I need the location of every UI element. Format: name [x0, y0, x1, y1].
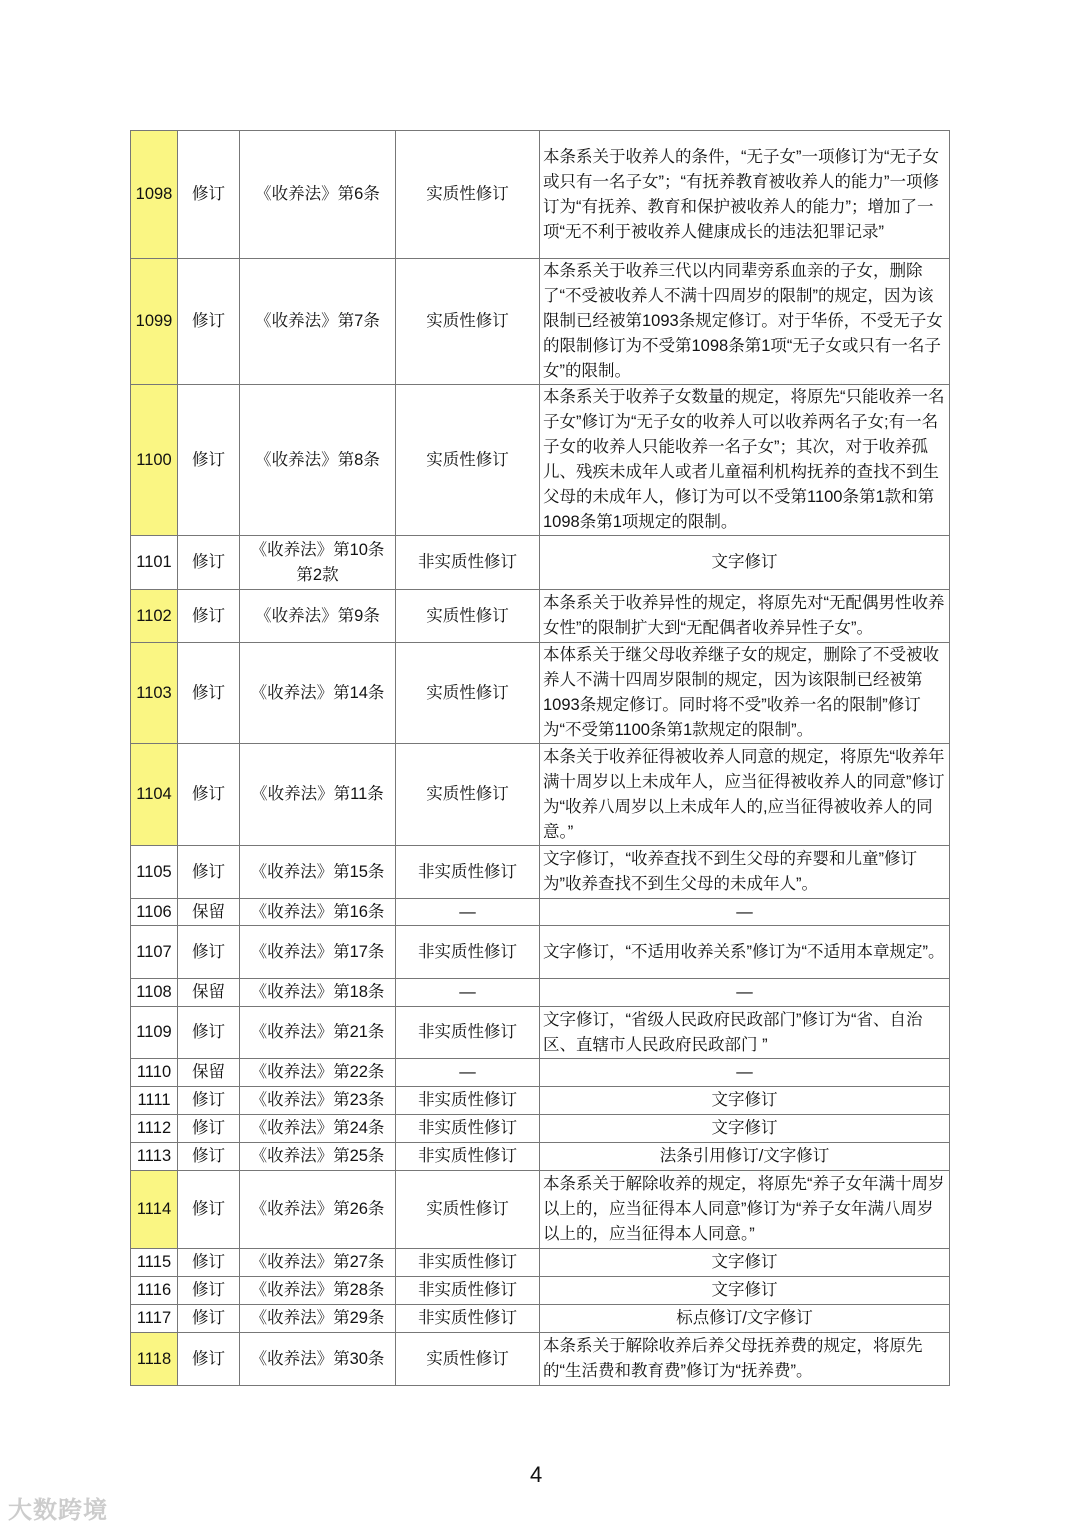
- source-cell: 《收养法》第6条: [240, 131, 396, 259]
- description-cell: 本条系关于解除收养后养父母抚养费的规定，将原先的“生活费和教育费”修订为“抚养费”。: [540, 1333, 950, 1386]
- action-cell: 修订: [178, 846, 240, 899]
- action-cell: 修订: [178, 590, 240, 643]
- action-cell: 修订: [178, 1277, 240, 1305]
- revision-type-cell: 非实质性修订: [396, 1007, 540, 1059]
- table-row: [131, 926, 950, 979]
- revision-type-cell: —: [396, 979, 540, 1007]
- table-row: [131, 1305, 950, 1333]
- action-cell: 修订: [178, 1333, 240, 1386]
- article-number: 1113: [131, 1143, 178, 1171]
- article-number: 1098: [131, 131, 178, 259]
- source-cell: 《收养法》第14条: [240, 643, 396, 744]
- description-cell: 文字修订，“不适用收养关系”修订为“不适用本章规定”。: [540, 926, 950, 979]
- revision-type-cell: 非实质性修订: [396, 926, 540, 979]
- table-row: [131, 899, 950, 926]
- revision-type-cell: 非实质性修订: [396, 846, 540, 899]
- source-cell: 《收养法》第15条: [240, 846, 396, 899]
- article-number: 1102: [131, 590, 178, 643]
- table-row: [131, 1087, 950, 1115]
- table-row: [131, 1115, 950, 1143]
- article-number: 1110: [131, 1059, 178, 1087]
- article-number: 1111: [131, 1087, 178, 1115]
- action-cell: 修订: [178, 1143, 240, 1171]
- source-cell: 《收养法》第29条: [240, 1305, 396, 1333]
- source-cell: 《收养法》第22条: [240, 1059, 396, 1087]
- action-cell: 修订: [178, 1249, 240, 1277]
- table-row: [131, 1007, 950, 1059]
- source-cell: 《收养法》第7条: [240, 259, 396, 385]
- article-number: 1103: [131, 643, 178, 744]
- table-row: [131, 1249, 950, 1277]
- table-row: [131, 131, 950, 259]
- description-cell: 法条引用修订/文字修订: [540, 1143, 950, 1171]
- source-cell: 《收养法》第27条: [240, 1249, 396, 1277]
- action-cell: 保留: [178, 1059, 240, 1087]
- article-number: 1101: [131, 536, 178, 590]
- action-cell: 修订: [178, 1171, 240, 1249]
- description-cell: —: [540, 979, 950, 1007]
- source-cell: 《收养法》第30条: [240, 1333, 396, 1386]
- action-cell: 修订: [178, 131, 240, 259]
- description-cell: 文字修订: [540, 1277, 950, 1305]
- revision-type-cell: 非实质性修订: [396, 1277, 540, 1305]
- article-number: 1118: [131, 1333, 178, 1386]
- action-cell: 修订: [178, 385, 240, 536]
- source-cell: 《收养法》第11条: [240, 744, 396, 846]
- action-cell: 修订: [178, 1007, 240, 1059]
- revision-type-cell: 实质性修订: [396, 1171, 540, 1249]
- action-cell: 修订: [178, 1087, 240, 1115]
- revision-type-cell: 非实质性修订: [396, 1305, 540, 1333]
- description-cell: 文字修订: [540, 1115, 950, 1143]
- revision-type-cell: 实质性修订: [396, 1333, 540, 1386]
- source-cell: 《收养法》第25条: [240, 1143, 396, 1171]
- description-cell: 本条关于收养征得被收养人同意的规定，将原先“收养年满十周岁以上未成年人，应当征得被收养人的同意”修订为“收养八周岁以上未成年人的,应当征得被收养人的同意。”: [540, 744, 950, 846]
- description-cell: 文字修订: [540, 1087, 950, 1115]
- article-number: 1112: [131, 1115, 178, 1143]
- revision-type-cell: 实质性修订: [396, 385, 540, 536]
- revision-type-cell: —: [396, 899, 540, 926]
- action-cell: 修订: [178, 536, 240, 590]
- table-row: [131, 979, 950, 1007]
- table-row: [131, 1059, 950, 1087]
- action-cell: 修订: [178, 1305, 240, 1333]
- table-row: [131, 1143, 950, 1171]
- revision-type-cell: 实质性修订: [396, 744, 540, 846]
- source-cell: 《收养法》第8条: [240, 385, 396, 536]
- article-number: 1107: [131, 926, 178, 979]
- description-cell: 本条系关于解除收养的规定，将原先“养子女年满十周岁以上的，应当征得本人同意”修订为“养子女年满八周岁以上的，应当征得本人同意。”: [540, 1171, 950, 1249]
- description-cell: 标点修订/文字修订: [540, 1305, 950, 1333]
- revision-type-cell: 非实质性修订: [396, 1249, 540, 1277]
- action-cell: 修订: [178, 744, 240, 846]
- table-row: [131, 846, 950, 899]
- source-cell: 《收养法》第28条: [240, 1277, 396, 1305]
- description-cell: 本条系关于收养异性的规定，将原先对“无配偶男性收养女性”的限制扩大到“无配偶者收养异性子女”。: [540, 590, 950, 643]
- description-cell: 本条系关于收养人的条件，“无子女”一项修订为“无子女或只有一名子女”；“有抚养教育被收养人的能力”一项修订为“有抚养、教育和保护被收养人的能力”；增加了一项“无不利于被收养人健康成长的违法犯罪记录”: [540, 131, 950, 259]
- table-row: [131, 590, 950, 643]
- source-cell: 《收养法》第24条: [240, 1115, 396, 1143]
- revision-type-cell: 实质性修订: [396, 590, 540, 643]
- article-number: 1116: [131, 1277, 178, 1305]
- table-row: [131, 1171, 950, 1249]
- article-number: 1117: [131, 1305, 178, 1333]
- source-cell: 《收养法》第18条: [240, 979, 396, 1007]
- source-cell: 《收养法》第16条: [240, 899, 396, 926]
- article-number: 1106: [131, 899, 178, 926]
- source-cell: 《收养法》第17条: [240, 926, 396, 979]
- source-cell: 《收养法》第10条第2款: [240, 536, 396, 590]
- article-number: 1114: [131, 1171, 178, 1249]
- source-cell: 《收养法》第23条: [240, 1087, 396, 1115]
- table-row: [131, 1277, 950, 1305]
- action-cell: 修订: [178, 259, 240, 385]
- table-row: [131, 643, 950, 744]
- source-cell: 《收养法》第9条: [240, 590, 396, 643]
- description-cell: 本条系关于收养子女数量的规定，将原先“只能收养一名子女”修订为“无子女的收养人可以收养两名子女;有一名 子女的收养人只能收养一名子女”；其次，对于收养孤儿、残疾未成年人或者儿童福利机构抚养的查找不到生父母的未成年人，修订为可以不受第1100条第1款和第1098条第1项规定的限制。: [540, 385, 950, 536]
- description-cell: 文字修订: [540, 1249, 950, 1277]
- description-cell: 文字修订，“收养查找不到生父母的弃婴和儿童”修订为”收养查找不到生父母的未成年人”。: [540, 846, 950, 899]
- source-cell: 《收养法》第26条: [240, 1171, 396, 1249]
- article-number: 1105: [131, 846, 178, 899]
- revision-type-cell: 非实质性修订: [396, 1115, 540, 1143]
- source-cell: 《收养法》第21条: [240, 1007, 396, 1059]
- description-cell: —: [540, 1059, 950, 1087]
- revision-type-cell: 实质性修订: [396, 131, 540, 259]
- watermark-text: 大数跨境: [8, 1497, 108, 1524]
- table-row: [131, 1333, 950, 1386]
- description-cell: 本条系关于收养三代以内同辈旁系血亲的子女，删除了“不受被收养人不满十四周岁的限制”的规定，因为该限制已经被第1093条规定修订。对于华侨，不受无子女的限制修订为不受第1098条第1项“无子女或只有一名子女”的限制。: [540, 259, 950, 385]
- table-row: [131, 744, 950, 846]
- revision-type-cell: 实质性修订: [396, 643, 540, 744]
- description-cell: 文字修订，“省级人民政府民政部门”修订为“省、自治区、直辖市人民政府民政部门 ”: [540, 1007, 950, 1059]
- description-cell: 文字修订: [540, 536, 950, 590]
- table-row: [131, 536, 950, 590]
- description-cell: —: [540, 899, 950, 926]
- article-number: 1115: [131, 1249, 178, 1277]
- action-cell: 保留: [178, 899, 240, 926]
- action-cell: 修订: [178, 926, 240, 979]
- page-number: 4: [530, 1462, 543, 1487]
- description-cell: 本体系关于继父母收养继子女的规定，删除了不受被收养人不满十四周岁限制的规定，因为该限制已经被第1093条规定修订。同时将不受”收养一名的限制”修订为“不受第1100条第1款规定的限制”。: [540, 643, 950, 744]
- table-row: [131, 385, 950, 536]
- action-cell: 保留: [178, 979, 240, 1007]
- article-number: 1099: [131, 259, 178, 385]
- watermark-logo: [8, 1490, 108, 1525]
- revision-type-cell: 实质性修订: [396, 259, 540, 385]
- revision-type-cell: 非实质性修订: [396, 1143, 540, 1171]
- revision-type-cell: 非实质性修订: [396, 536, 540, 590]
- action-cell: 修订: [178, 1115, 240, 1143]
- action-cell: 修订: [178, 643, 240, 744]
- revision-type-cell: 非实质性修订: [396, 1087, 540, 1115]
- article-number: 1100: [131, 385, 178, 536]
- revision-type-cell: —: [396, 1059, 540, 1087]
- article-number: 1108: [131, 979, 178, 1007]
- revision-table: [130, 130, 950, 1386]
- article-number: 1104: [131, 744, 178, 846]
- table-row: [131, 259, 950, 385]
- article-number: 1109: [131, 1007, 178, 1059]
